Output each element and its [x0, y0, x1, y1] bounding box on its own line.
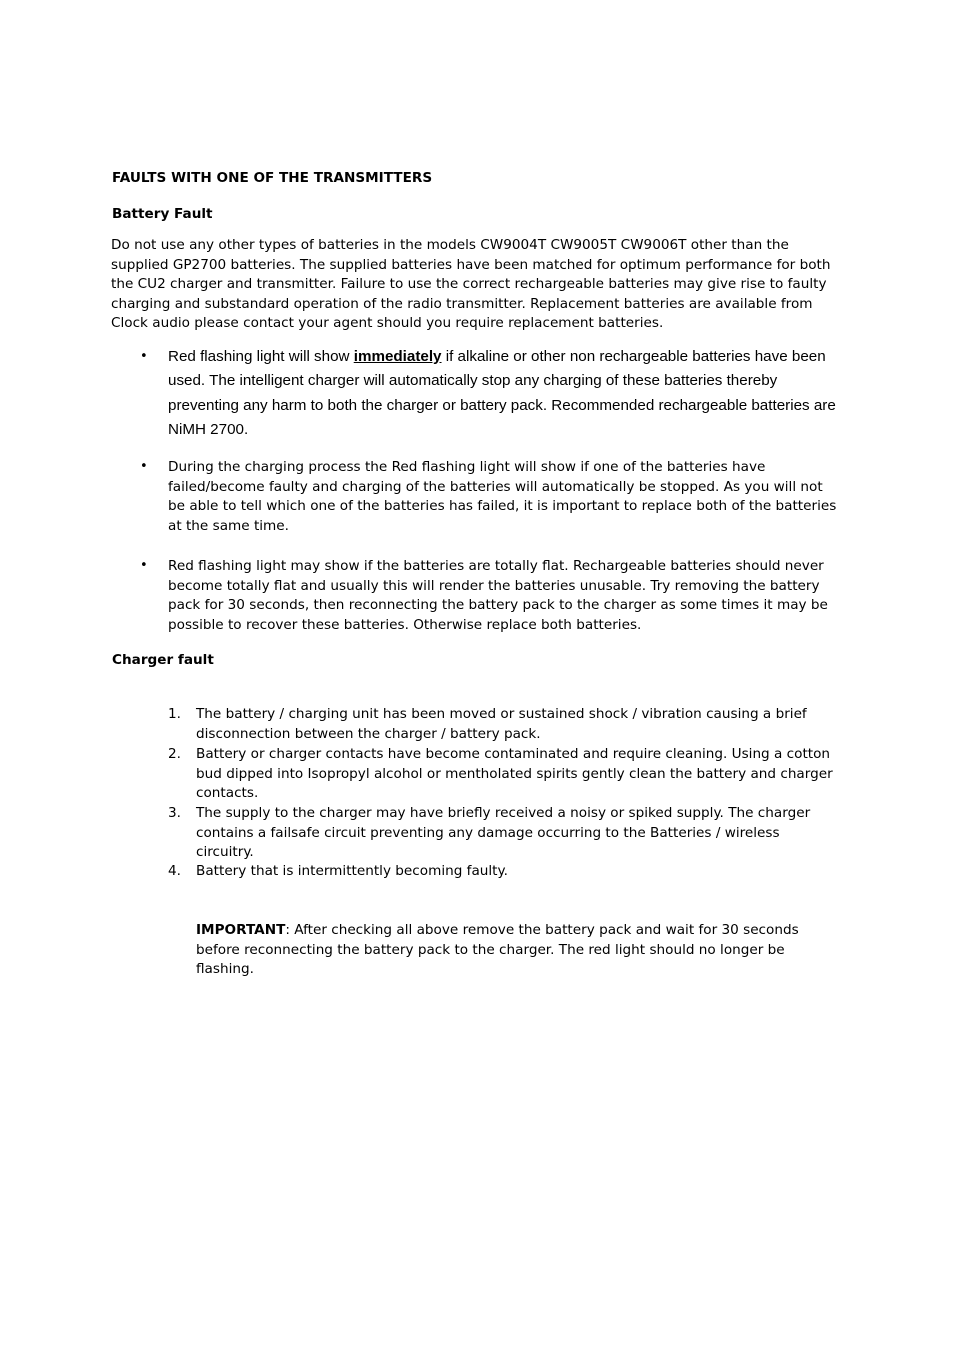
important-text: : After checking all above remove the battery pack and wait for 30 seconds before reconnecting the battery pack to the charger. The red light should no longer be flashing. [196, 922, 799, 978]
battery-fault-intro: Do not use any other types of batteries in the models CW9004T CW9005T CW9006T other than the supplied GP2700 batteries. The supplied batteries have been matched for optimum performance for both the CU2 charger and transmitter. Failure to use the correct rechargeable batteries may give rise to faulty charging and substandard operation of the radio transmitter. Replacement batteries are available from Clock audio please contact your agent should you require replacement batteries. [111, 237, 831, 332]
important-label: IMPORTANT [196, 922, 286, 938]
bullet-marker: • [140, 459, 148, 474]
list-number: 2. [168, 746, 181, 762]
list-item: Battery or charger contacts have become contaminated and require cleaning. Using a cotton bud dipped into Isopropyl alcohol or mentholated spirits gently clean the battery and charger contacts. [196, 746, 833, 802]
emphasis-immediately: immediately [353, 348, 442, 365]
bullet-marker: • [140, 349, 148, 364]
bullet-item-flat-batteries: Red flashing light may show if the batteries are totally flat. Rechargeable batteries should never become totally flat and usually this will render the batteries unusable. Try removing the battery pack for 30 seconds, then reconnecting the battery pack to the charger as some times it may be possible to recover these batteries. Otherwise replace both batteries. [168, 558, 828, 633]
list-item: The battery / charging unit has been moved or sustained shock / vibration causing a brief disconnection between the charger / battery pack. [196, 706, 807, 742]
list-number: 3. [168, 805, 181, 821]
charger-fault-title: Charger fault [112, 652, 214, 668]
important-note [196, 921, 840, 980]
bullet-item-charging-failure: During the charging process the Red flashing light will show if one of the batteries have failed/become faulty and charging of the batteries will automatically be stopped. As you will not be able to tell which one of the batteries has failed, it is important to replace both of the batteries at the same time. [168, 459, 837, 534]
list-item: Battery that is intermittently becoming faulty. [196, 863, 508, 879]
battery-fault-title: Battery Fault [112, 206, 213, 222]
bullet-marker: • [140, 558, 148, 573]
list-number: 4. [168, 863, 181, 879]
list-item: The supply to the charger may have briefly received a noisy or spiked supply. The charger contains a failsafe circuit preventing any damage occurring to the Batteries / wireless circuitry. [196, 805, 811, 861]
bullet-text-after: if alkaline or other non rechargeable batteries have been used. The intelligent charger will automatically stop any charging of these batteries thereby preventing any harm to both the charger or battery pack. Recommended rechargeable batteries are NiMH 2700. [168, 348, 836, 438]
bullet-item-alkaline [168, 345, 840, 442]
page-heading: FAULTS WITH ONE OF THE TRANSMITTERS [112, 170, 433, 186]
list-number: 1. [168, 706, 181, 722]
bullet-text-before: Red flashing light will show [168, 348, 354, 365]
